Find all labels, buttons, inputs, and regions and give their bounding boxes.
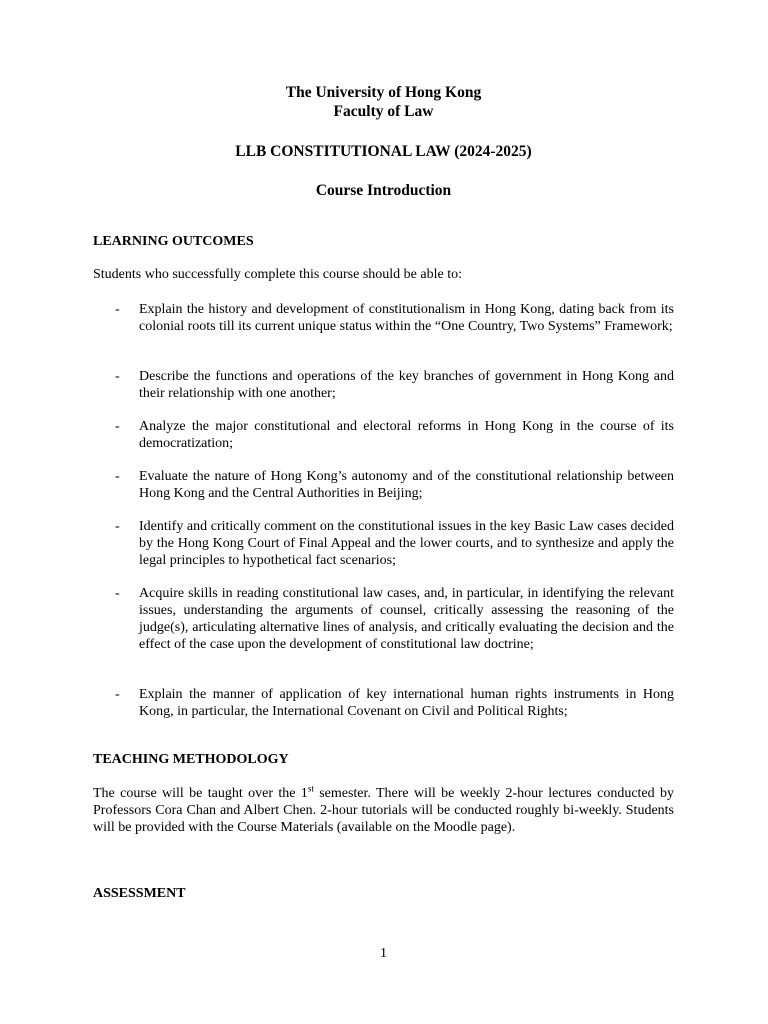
course-title: LLB CONSTITUTIONAL LAW (2024-2025): [235, 143, 532, 160]
faculty-name: Faculty of Law: [333, 103, 434, 120]
list-item-text: Acquire skills in reading constitutional law cases, and, in particular, in identifying the relevant issues, understanding the arguments of counsel, critically assessing the reasoning of the judge(s), articulating alternative lines of analysis, and critically evaluating the decision and the effect of the case upon the development of constitutional law doctrine;: [139, 586, 674, 652]
list-item-text: Identify and critically comment on the constitutional issues in the key Basic Law cases decided by the Hong Kong Court of Final Appeal and the lower courts, and to synthesize and apply the legal principles to hypothetical fact scenarios;: [139, 519, 674, 568]
bullet-marker: -: [115, 687, 120, 702]
teaching-text-start: The course will be taught over the 1: [93, 786, 308, 801]
assessment-heading: ASSESSMENT: [93, 886, 186, 901]
section-title: Course Introduction: [315, 182, 452, 199]
ordinal-superscript: st: [307, 783, 314, 794]
list-item: [115, 301, 674, 335]
list-item: [115, 368, 674, 402]
learning-outcomes-heading: LEARNING OUTCOMES: [93, 234, 254, 249]
bullet-marker: -: [115, 419, 120, 434]
list-item-text: Analyze the major constitutional and electoral reforms in Hong Kong in the course of its democratization;: [139, 419, 674, 451]
bullet-marker: -: [115, 369, 120, 384]
list-item-text: Explain the manner of application of key international human rights instruments in Hong Kong, in particular, the International Covenant on Civil and Political Rights;: [139, 687, 674, 719]
list-item: [115, 518, 674, 569]
bullet-marker: -: [115, 519, 120, 534]
page-number: 1: [380, 946, 387, 961]
list-item-text: Explain the history and development of constitutionalism in Hong Kong, dating back from its colonial roots till its current unique status within the “One Country, Two Systems” Framework;: [139, 302, 674, 334]
title-block: [93, 83, 674, 121]
list-item: [115, 418, 674, 452]
bullet-marker: -: [115, 586, 120, 601]
university-name: The University of Hong Kong: [285, 84, 482, 101]
learning-outcomes-intro: Students who successfully complete this course should be able to:: [93, 267, 462, 282]
bullet-marker: -: [115, 469, 120, 484]
list-item: [115, 585, 674, 653]
teaching-methodology-paragraph: [93, 785, 674, 836]
teaching-methodology-heading: TEACHING METHODOLOGY: [93, 752, 289, 767]
list-item: [115, 686, 674, 720]
bullet-marker: -: [115, 302, 120, 317]
list-item: [115, 468, 674, 502]
teaching-text-rest: semester. There will be weekly 2-hour lectures conducted by Professors Cora Chan and Albert Chen. 2-hour tutorials will be conducted roughly bi-weekly. Students will be provided with the Course Materials (available on the Moodle page).: [93, 786, 674, 835]
list-item-text: Evaluate the nature of Hong Kong’s autonomy and of the constitutional relationship between Hong Kong and the Central Authorities in Beijing;: [139, 469, 674, 501]
list-item-text: Describe the functions and operations of the key branches of government in Hong Kong and their relationship with one another;: [139, 369, 674, 401]
